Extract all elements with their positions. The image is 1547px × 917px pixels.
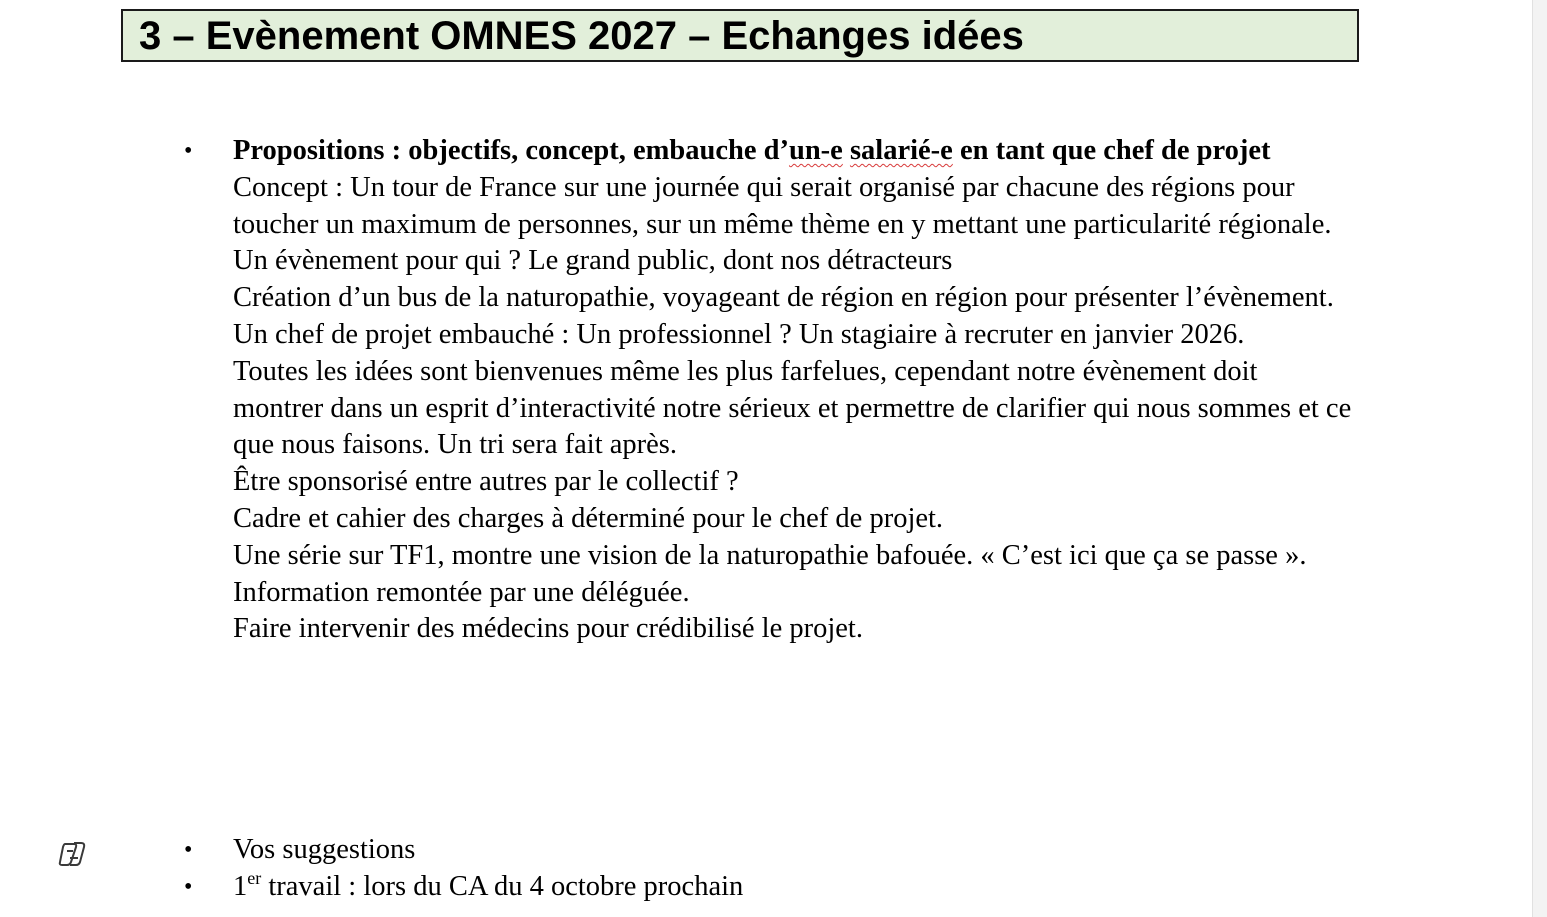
list-item-text [233,869,1353,906]
section-heading [121,9,1359,62]
title-text: en tant que chef de projet [952,135,1271,166]
paragraph-line: Cadre et cahier des charges à déterminé pour le chef de projet. [233,502,944,534]
title-text: Propositions : objectifs, concept, embauche d’ [233,135,789,166]
ordinal-superscript: er [247,868,262,888]
bullet-icon: • [184,837,193,863]
list-item-first-work [184,868,1353,906]
ordinal-number: 1 [233,871,248,902]
paragraph-line: Création d’un bus de la naturopathie, voyageant de région en région pour présenter l’évènement. [233,282,1334,314]
bullet-icon: • [184,138,193,164]
title-space [843,135,850,166]
list-item-title [233,133,1353,170]
vertical-scrollbar[interactable] [1532,0,1547,917]
paragraph-line: Une série sur TF1, montre une vision de la naturopathie bafouée. « C’est ici que ça se passe ». Information remontée par une déléguée. [233,539,1307,608]
section-heading-text: 3 – Evènement OMNES 2027 – Echanges idées [139,13,1024,58]
paragraph-line: Toutes les idées sont bienvenues même les plus farfelues, cependant notre évènement doit montrer dans un esprit d’interactivité notre sérieux et permettre de clarifier qui nous sommes et ce que nous faisons. Un tri sera fait après. [233,355,1352,461]
paragraph-line: Faire intervenir des médecins pour crédibilisé le projet. [233,613,863,645]
paragraph-line: Un évènement pour qui ? Le grand public, dont nos détracteurs [233,245,953,277]
paragraph-line: Être sponsorisé entre autres par le collectif ? [233,466,739,498]
paragraph-line: Un chef de projet embauché : Un professionnel ? Un stagiaire à recruter en janvier 2026. [233,318,1245,350]
paragraph-line: Concept : Un tour de France sur une journée qui serait organisé par chacune des régions pour toucher un maximum de personnes, sur un même thème en y mettant une particularité régionale. [233,171,1332,240]
list-item-suggestions [184,832,1353,869]
copilot-icon[interactable] [56,838,90,870]
list-item-text: Vos suggestions [233,834,416,865]
spellcheck-word[interactable]: un-e [788,135,843,166]
list-item-text-rest: travail : lors du CA du 4 octobre prochain [261,871,744,902]
bullet-icon: • [184,874,193,900]
spellcheck-word[interactable]: salarié-e [849,135,953,166]
list-item-propositions [184,133,1353,648]
